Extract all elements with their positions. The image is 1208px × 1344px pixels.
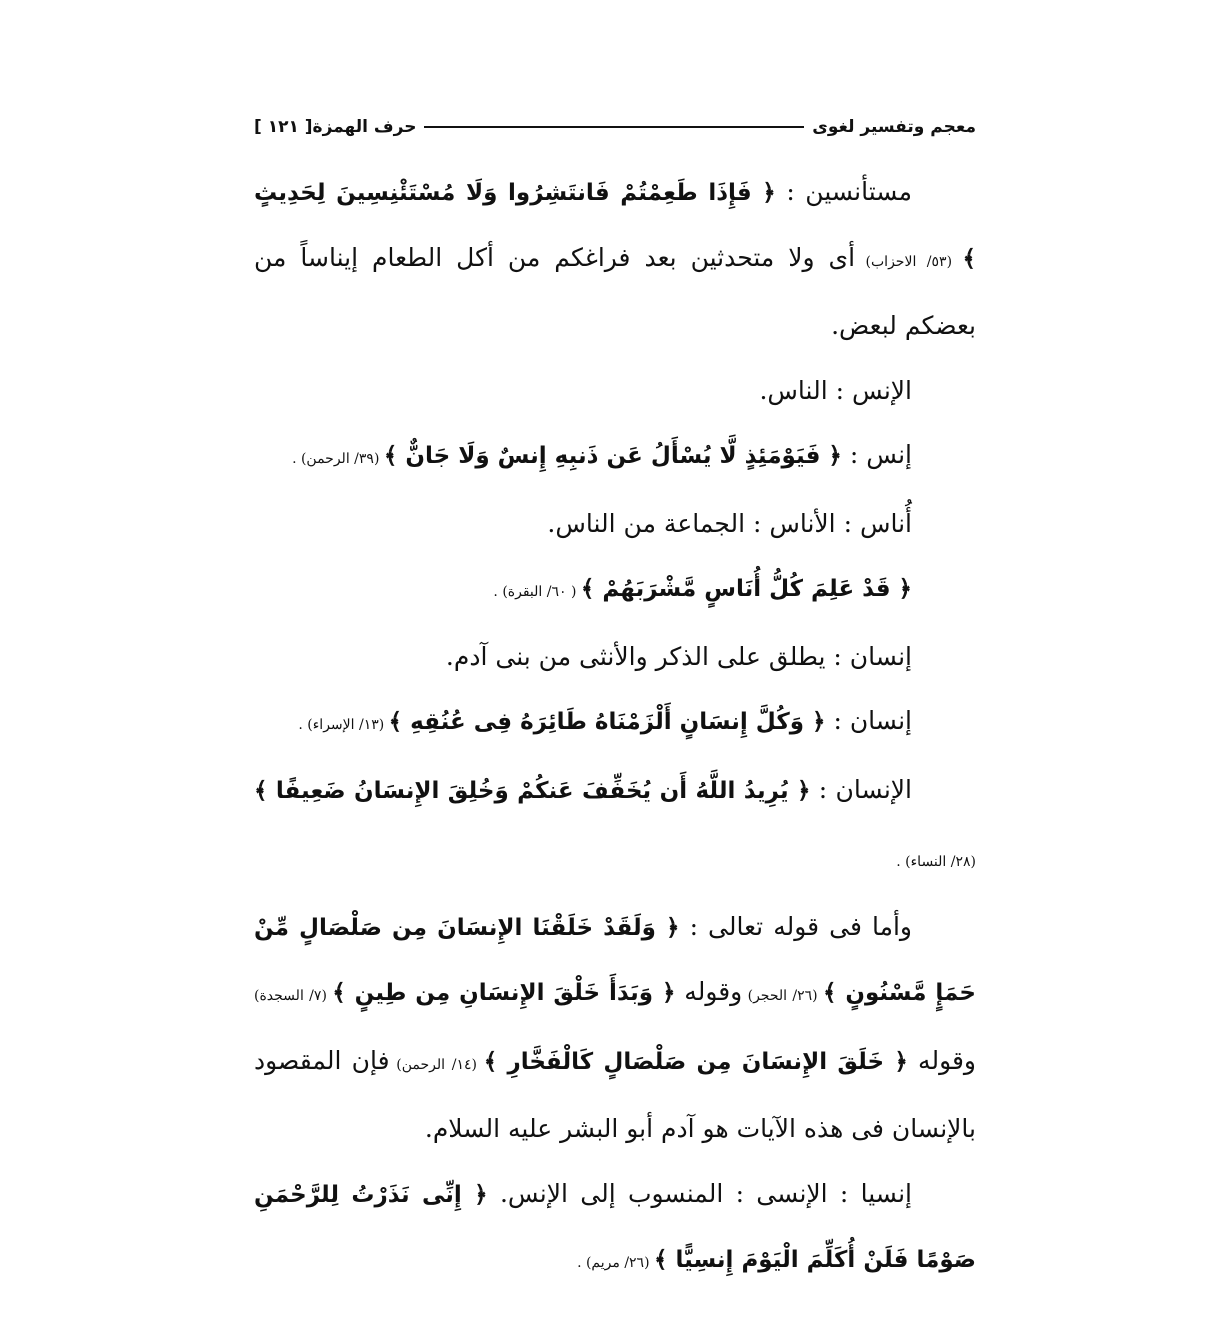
entry-insan: [254, 689, 976, 758]
entry-ins: [254, 423, 976, 492]
entry-head: إنسيا : الإنسى : المنسوب إلى الإنس.: [487, 1178, 913, 1208]
entry-lead: وأما فى قوله تعالى :: [679, 911, 912, 941]
chapter-title: حرف الهمزة: [312, 117, 417, 137]
book-title: معجم وتفسير لغوى: [812, 117, 976, 137]
quran-verse: ﴿ خَلَقَ الإِنسَانَ مِن صَلْصَالٍ كَالْفَخَّارِ ﴾: [483, 1048, 908, 1075]
entry-gloss: أى ولا متحدثين بعد فراغكم من أكل الطعام إيناساً من بعضكم لبعض.: [254, 242, 976, 340]
quran-verse: ﴿ وَكُلَّ إِنسَانٍ أَلْزَمْنَاهُ طَائِرَهُ فِى عُنُقِهِ ﴾: [388, 709, 826, 735]
entry-al-ins: [254, 359, 976, 424]
verse-reference: (٥٣/ الاحزاب): [855, 253, 963, 270]
quran-verse: ﴿ وَبَدَأَ خَلْقَ الإِنسَانِ مِن طِينٍ ﴾: [332, 980, 676, 1006]
quran-verse: ﴿ إِنِّى نَذَرْتُ لِلرَّحْمَنِ صَوْمًا فَلَنْ أُكَلِّمَ الْيَوْمَ إِنسِيًّا ﴾: [254, 1181, 976, 1273]
verse-reference: ( ٦٠/ البقرة) .: [493, 584, 581, 600]
entry-conclusion: فإن المقصود بالإنسان فى هذه الآيات هو آدم أبو البشر عليه السلام.: [254, 1045, 976, 1143]
quran-verse: ﴿ وَلَقَدْ خَلَقْنَا الإِنسَانَ مِن صَلْصَالٍ مِّنْ حَمَإٍ مَّسْنُونٍ ﴾: [254, 914, 976, 1006]
quran-verse: ﴿ فَيَوْمَئِذٍ لَّا يُسْأَلُ عَن ذَنبِهِ إِنسٌ وَلَا جَانٌّ ﴾: [383, 443, 842, 469]
quran-verse: ﴿ يُرِيدُ اللَّهُ أَن يُخَفِّفَ عَنكُمْ وَخُلِقَ الإِنسَانُ ضَعِيفًا ﴾: [254, 777, 811, 804]
entry-connector: وقوله: [907, 1045, 977, 1075]
verse-reference: (٧/ السجدة): [254, 988, 333, 1004]
verse-reference: (١٤/ الرحمن): [389, 1056, 484, 1073]
verse-reference: (٢٦/ الحجر): [742, 988, 823, 1004]
verse-reference: (٢٦/ مريم) .: [577, 1255, 654, 1271]
quran-verse: ﴿ قَدْ عَلِمَ كُلُّ أُنَاسٍ مَّشْرَبَهُمْ ﴾: [580, 576, 912, 602]
verse-reference: (١٣/ الإسراء) .: [298, 717, 389, 733]
entry-insan-def: [254, 625, 976, 690]
verse-reference: (٣٩/ الرحمن) .: [292, 451, 384, 467]
entry-al-insan: [254, 758, 976, 895]
verse-reference: (٢٨/ النساء) .: [896, 854, 976, 870]
page-number: [ ١٢١ ]: [254, 117, 313, 137]
entry-adam-paragraph: [254, 895, 976, 1162]
entry-head: مستأنسين :: [775, 177, 912, 206]
entry-head: إنس :: [841, 440, 912, 469]
entry-mustaanisin: [254, 160, 976, 359]
entry-unas-verse: [254, 556, 976, 625]
running-header: [254, 112, 976, 142]
entry-text: أُناس : الأناس : الجماعة من الناس.: [547, 508, 912, 538]
quran-verse: ﴿ فَإِذَا طَعِمْتُمْ فَانتَشِرُوا وَلَا مُسْتَئْنِسِينَ لِحَدِيثٍ ﴾: [254, 180, 976, 272]
entry-unas: [254, 492, 976, 557]
entry-connector: وقوله: [675, 977, 743, 1006]
entry-head: الإنسان :: [810, 774, 912, 804]
entry-text: إنسان : يطلق على الذكر والأنثى من بنى آدم.: [445, 641, 912, 671]
entry-text: الإنس : الناس.: [759, 375, 912, 405]
entry-insiyya: [254, 1162, 976, 1296]
entry-head: إنسان :: [825, 706, 912, 735]
header-rule: [424, 126, 804, 128]
page-body: [254, 160, 976, 1296]
